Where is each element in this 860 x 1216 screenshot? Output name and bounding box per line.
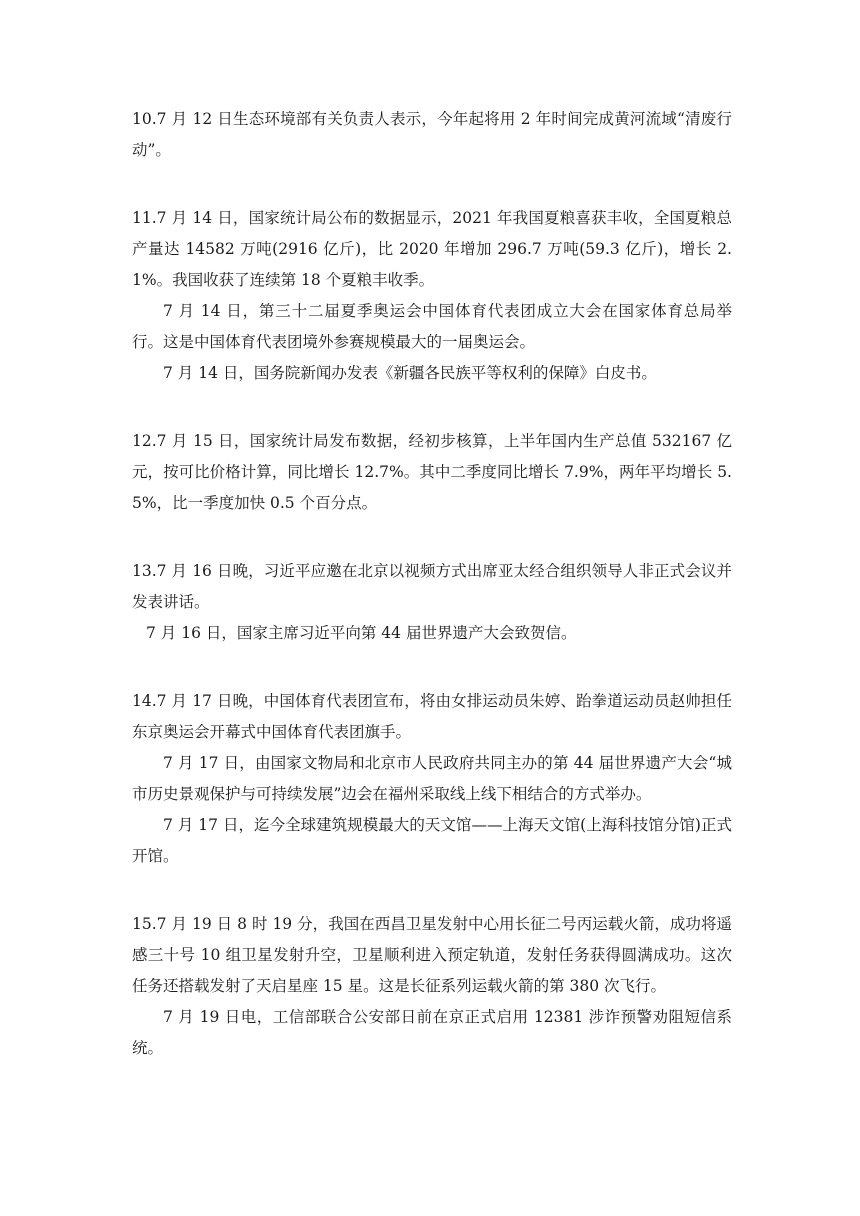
paragraph: 7 月 16 日，国家主席习近平向第 44 届世界遗产大会致贺信。 xyxy=(146,624,577,642)
paragraph: 7 月 17 日，由国家文物局和北京市人民政府共同主办的第 44 届世界遗产大会“城市历史景观保护与可持续发展”边会在福州采取线上线下相结合的方式举办。 xyxy=(132,754,732,803)
news-item-13 xyxy=(132,556,732,649)
paragraph: 14.7 月 17 日晚，中国体育代表团宣布，将由女排运动员朱婷、跆拳道运动员赵帅担任东京奥运会开幕式中国体育代表团旗手。 xyxy=(132,692,732,741)
paragraph: 10.7 月 12 日生态环境部有关负责人表示，今年起将用 2 年时间完成黄河流域“清废行动”。 xyxy=(132,110,732,159)
paragraph: 12.7 月 15 日，国家统计局发布数据，经初步核算，上半年国内生产总值 532167 亿元，按可比价格计算，同比增长 12.7%。其中二季度同比增长 7.9%，两年平均增长 5.5%，比一季度加快 0.5 个百分点。 xyxy=(132,432,732,512)
document-body xyxy=(132,104,732,1101)
news-item-11 xyxy=(132,203,732,389)
news-item-12 xyxy=(132,426,732,519)
paragraph: 15.7 月 19 日 8 时 19 分，我国在西昌卫星发射中心用长征二号丙运载火箭，成功将遥感三十号 10 组卫星发射升空，卫星顺利进入预定轨道，发射任务获得圆满成功。这次任务还搭载发射了天启星座 15 星。这是长征系列运载火箭的第 380 次飞行。 xyxy=(132,915,732,995)
news-item-15 xyxy=(132,909,732,1064)
paragraph: 7 月 14 日，第三十二届夏季奥运会中国体育代表团成立大会在国家体育总局举行。这是中国体育代表团境外参赛规模最大的一届奥运会。 xyxy=(132,302,732,351)
news-item-10 xyxy=(132,104,732,166)
paragraph: 7 月 19 日电，工信部联合公安部日前在京正式启用 12381 涉诈预警劝阻短信系统。 xyxy=(132,1008,732,1057)
paragraph: 11.7 月 14 日，国家统计局公布的数据显示，2021 年我国夏粮喜获丰收，全国夏粮总产量达 14582 万吨(2916 亿斤)，比 2020 年增加 296.7 万吨(59.3 亿斤)，增长 2.1%。我国收获了连续第 18 个夏粮丰收季。 xyxy=(132,209,732,289)
paragraph: 13.7 月 16 日晚，习近平应邀在北京以视频方式出席亚太经合组织领导人非正式会议并发表讲话。 xyxy=(132,562,732,611)
paragraph: 7 月 17 日，迄今全球建筑规模最大的天文馆——上海天文馆(上海科技馆分馆)正式开馆。 xyxy=(132,816,732,865)
paragraph: 7 月 14 日，国务院新闻办发表《新疆各民族平等权利的保障》白皮书。 xyxy=(163,364,657,382)
news-item-14 xyxy=(132,686,732,872)
